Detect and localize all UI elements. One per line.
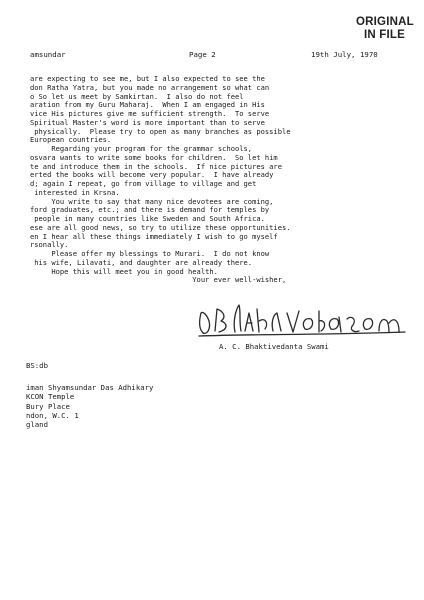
letter-header [0,50,424,62]
letter-line: Please offer my blessings to Murari. I do not know [30,249,270,258]
stamp-line-1: ORIGINAL [356,16,414,28]
letter-line: interested in Krsna. [30,187,120,197]
original-in-file-stamp [356,16,418,42]
recipient-address [26,383,153,429]
letter-line: Your ever well-wisher, [30,275,287,285]
letter-line: physically. Please try to open as many branches as possible [30,126,291,136]
letter-line: You write to say that many nice devotees are coming, [30,196,274,206]
letter-line: European countries. [30,135,112,145]
recipient-address-line: Bury Place [26,401,70,411]
letter-body [30,75,420,285]
letter-line: aration from my Guru Maharaj. When I am engaged in His [30,100,265,110]
letter-line: Spiritual Master's word is more important than to serve [30,117,265,127]
letter-line: osvara wants to write some books for children. So let him [30,152,278,162]
letter-line: Regarding your program for the grammar schools, [30,144,253,153]
recipient-address-line: KCON Temple [26,392,75,402]
letter-line: te and introduce them in the schools. If nice pictures are [30,161,282,171]
letter-line: o So let us meet by Samkirtan. I also do not feel [30,91,244,101]
recipient-address-line: iman Shyamsundar Das Adhikary [26,383,154,392]
letter-line: his wife, Lilavati, and daughter are already there. [30,257,253,267]
letter-line: d; again I repeat, go from village to village and get [30,179,257,188]
letter-line: Hope this will meet you in good health. [30,266,218,276]
typist-initials: BS:db [26,361,48,370]
recipient-address-line: gland [26,420,48,430]
page-number: Page 2 [189,50,216,59]
header-addressee: amsundar [30,50,66,59]
stamp-line-2: IN FILE [364,29,406,41]
signatory-name: A. C. Bhaktivedanta Swami [219,342,329,351]
letter-line: erted the books will become very popular. I have already [30,170,274,180]
letter-line: are expecting to see me, but I also expected to see the [30,75,265,83]
letter-line: don Ratha Yatra, but you made no arrangement so what can [30,82,270,92]
recipient-address-line: ndon, W.C. 1 [26,410,79,420]
letter-line: vice His pictures give me sufficient strength. To serve [30,109,270,118]
letter-date: 19th July, 1970 [311,50,378,59]
letter-line: ese are all good news, so try to utilize these opportunities. [30,222,291,232]
letter-line: people in many countries like Sweden and South Africa. [30,214,265,223]
letter-line: rsonally. [30,240,69,250]
letter-line: en I hear all these things immediately I wish to go myself [30,231,278,241]
handwritten-signature [197,299,407,339]
letter-line: ford graduates, etc.; and there is demand for temples by [30,205,270,215]
